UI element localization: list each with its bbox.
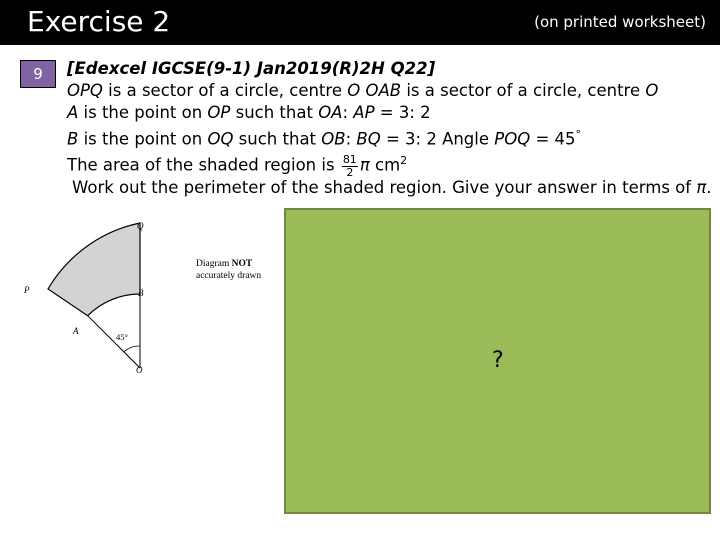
shaded-region [48, 223, 140, 316]
text-l2b: is a sector of a circle, centre [102, 81, 348, 100]
note-line-2: accurately drawn [196, 271, 262, 281]
question-line-2 [67, 80, 658, 102]
text-unit: cm [369, 155, 401, 175]
text-l2c: O [347, 81, 361, 100]
label-p: P [24, 285, 30, 295]
text-l4i: POQ [494, 129, 531, 149]
text-opq: OPQ [67, 81, 103, 100]
text-l3e: OA [318, 103, 343, 122]
label-a: A [73, 326, 79, 336]
text-l3d: such that [230, 103, 319, 122]
question-line-5 [67, 150, 407, 179]
diagram-note [196, 258, 261, 282]
label-q: Q [137, 221, 144, 231]
fraction-denominator: 2 [346, 165, 354, 179]
text-l4b: is the point on [78, 129, 208, 149]
text-l4a: B [67, 129, 79, 149]
text-l6pi: π [696, 178, 707, 197]
text-l2f: O [645, 81, 659, 100]
text-l4f: : [345, 129, 357, 149]
text-l4c: OQ [207, 129, 234, 149]
text-pi: π [359, 155, 370, 175]
text-l6a: Work out the perimeter of the shaded region. Give your answer in terms of [72, 178, 697, 197]
question-line-6 [72, 177, 712, 199]
area-fraction [342, 154, 358, 179]
note-not: NOT [231, 259, 253, 269]
question-line-3 [67, 102, 431, 124]
text-l6end: . [706, 178, 712, 197]
sector-diagram [18, 210, 278, 385]
text-l4h: = 3: 2 Angle [380, 129, 495, 149]
text-l3b: is the point on [78, 103, 208, 122]
text-l3c: OP [207, 103, 231, 122]
text-l5a: The area of the shaded region is [67, 155, 340, 175]
note-line-1 [196, 258, 261, 270]
text-oab: OAB [365, 81, 402, 100]
label-o: O [136, 365, 143, 375]
text-l3f: : [342, 103, 354, 122]
question-line-4 [67, 124, 581, 151]
text-l3h: = 3: 2 [374, 103, 431, 122]
angle-label: 45° [116, 332, 128, 342]
label-b: B [138, 288, 144, 298]
text-l3a: A [67, 103, 79, 122]
note-text: Diagram [196, 259, 232, 269]
page-subtitle: (on printed worksheet) [534, 13, 706, 31]
page-title: Exercise 2 [27, 5, 171, 38]
degree-symbol: ° [575, 128, 582, 141]
angle-arc [124, 346, 140, 352]
text-l3g: AP [353, 103, 375, 122]
text-l4e: OB [321, 129, 346, 149]
question-source: [Edexcel IGCSE(9-1) Jan2019(R)2H Q22] [67, 59, 436, 78]
question-number-badge: 9 [20, 60, 56, 88]
text-l2e: is a sector of a circle, centre [401, 81, 646, 100]
text-l4j: = 45 [530, 129, 576, 149]
answer-placeholder: ? [492, 348, 504, 373]
unit-exponent: 2 [400, 154, 408, 167]
fraction-numerator: 81 [342, 152, 357, 166]
radius-oa [88, 316, 140, 368]
text-l4d: such that [233, 129, 322, 149]
text-l4g: BQ [356, 129, 381, 149]
